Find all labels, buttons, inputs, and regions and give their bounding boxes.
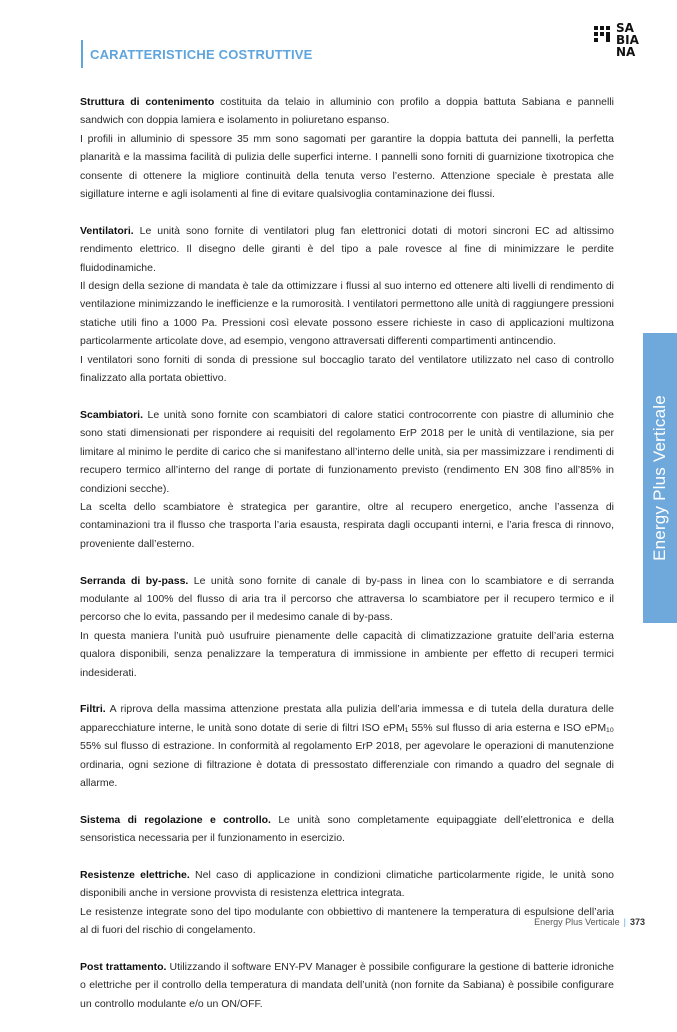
section-lead: Post trattamento.	[80, 960, 167, 973]
section-ventilatori	[80, 222, 614, 388]
side-tab	[643, 333, 677, 623]
section-struttura	[80, 93, 614, 203]
section-text: Le unità sono fornite di canale di by-pass in linea con lo scambiatore e di serranda modulante al 100% del flusso di aria tra il percorso che attraversa lo scambiatore per il recupero termico e il percorso che lo evita, passando per il medesimo canale di by-pass.	[80, 574, 614, 624]
page-footer	[400, 917, 645, 927]
logo-mark-icon	[592, 24, 614, 46]
sabiana-logo	[592, 21, 648, 60]
section-paragraph: La scelta dello scambiatore è strategica per garantire, oltre al recupero energetico, anche l’assenza di contaminazioni tra il flusso che trasporta l’aria esausta, respirata dagli occupanti interni, e l’aria fresca di rinnovo, proveniente dall’esterno.	[80, 500, 614, 550]
section-scambiatori	[80, 406, 614, 553]
section-lead: Resistenze elettriche.	[80, 868, 190, 881]
section-text: Nel caso di applicazione in condizioni climatiche particolarmente rigide, le unità sono disponibili anche in versione provvista di resistenza elettrica integrata.	[80, 868, 614, 900]
section-text: Le unità sono completamente equipaggiate dell’elettronica e della sensoristica necessaria per il funzionamento in esercizio.	[80, 813, 614, 845]
header-accent-bar	[81, 40, 83, 68]
section-paragraph	[80, 406, 614, 498]
section-text: Le unità sono fornite con scambiatori di calore statici controcorrente con piastre di alluminio che sono stati dimensionati per rispondere ai requisiti del regolamento ErP 2018 per le unità di ventilazione, sia per limitare al minimo le perdite di carico che si manifestano all’interno delle unità, sia per massimizzare i rendimenti di recupero termico all’interno del range di portate di funzionamento previsto (rendimento EN 308 fino all’85% in condizioni secche).	[80, 408, 614, 495]
section-paragraph	[80, 866, 614, 903]
section-paragraph	[80, 93, 614, 130]
section-lead: Struttura di contenimento	[80, 96, 215, 108]
section-paragraph	[80, 222, 614, 277]
page-number: 373	[629, 917, 645, 927]
section-paragraph: I profili in alluminio di spessore 35 mm sono sagomati per garantire la doppia battuta dei pannelli, la perfetta planarità e la massima facilità di pulizia delle superfici interne. I pannelli sono forniti di guarnizione tixotropica che consente di ottenere la migliore continuità della tenuta verso l’esterno. Attenzione speciale è prestata alle sigillature interne e agli isolamenti al fine di evitare qualsivoglia contaminazione dei flussi.	[80, 132, 614, 201]
section-post-trattamento	[80, 958, 614, 1013]
section-filtri	[80, 700, 614, 792]
section-paragraph	[80, 958, 614, 1013]
section-text: costituita da telaio in alluminio con profilo a doppia battuta Sabiana e pannelli sandwich con doppia lamiera e isolamento in poliuretano espanso.	[80, 96, 614, 127]
footer-label: Energy Plus Verticale	[534, 917, 620, 927]
section-lead: Serranda di by-pass.	[80, 574, 189, 587]
section-text: Le unità sono fornite di ventilatori plug fan elettronici dotati di motori sincroni EC ad altissimo rendimento elettrico. Il disegno delle giranti è del tipo a pale rovesce al fine di minimizzare le perdite fluidodinamiche.	[80, 224, 614, 274]
footer-separator: |	[623, 917, 626, 927]
section-paragraph	[80, 700, 614, 792]
section-regolazione	[80, 811, 614, 848]
section-paragraph	[80, 572, 614, 627]
section-lead: Filtri.	[80, 703, 106, 716]
section-paragraph: I ventilatori sono forniti di sonda di pressione sul boccaglio tarato del ventilatore utilizzato nel caso di controllo finalizzato alla portata obiettivo.	[80, 353, 614, 385]
section-serranda	[80, 572, 614, 682]
section-paragraph: Le resistenze integrate sono del tipo modulante con obbiettivo di mantenere la temperatura di espulsione dell’aria al di fuori del rischio di congelamento.	[80, 905, 614, 937]
side-tab-label: Energy Plus Verticale	[650, 395, 669, 561]
section-paragraph: In questa maniera l’unità può usufruire pienamente delle capacità di climatizzazione gratuite dell’aria esterna qualora disponibili, senza penalizzare la temperatura di immissione in ambiente per effetto di recuperi termici indesiderati.	[80, 629, 614, 679]
logo-text: SABIANA	[616, 21, 639, 59]
section-resistenze	[80, 866, 614, 940]
section-text: Utilizzando il software ENY-PV Manager è possibile configurare la gestione di batterie idroniche o elettriche per il controllo della temperatura di mandata dell’unità (non fornite da Sabiana) è possibile configurare un controllo modulante e/o un ON/OFF.	[80, 960, 615, 1010]
section-lead: Scambiatori.	[80, 408, 144, 421]
section-paragraph	[80, 811, 614, 848]
page-title: CARATTERISTICHE COSTRUTTIVE	[90, 47, 313, 62]
main-content	[80, 93, 614, 1032]
section-lead: Ventilatori.	[80, 224, 134, 237]
section-paragraph: Il design della sezione di mandata è tale da ottimizzare i flussi al suo interno ed ottenere alti livelli di rendimento di ventilazione minimizzando le inefficienze e la rumorosità. I ventilatori permettono alle unità di raggiungere pressioni statiche utili fino a 1000 Pa. Pressioni così elevate possono essere richieste in caso di applicazioni multizona particolarmente articolate dove, ad esempio, vengono attraversati differenti compartimenti antincendio.	[80, 280, 614, 348]
section-text: A riprova della massima attenzione prestata alla pulizia dell’aria immessa e di tutela della duratura delle apparecchiature interne, le unità sono dotate di serie di filtri ISO ePM₁ 55% sul flusso di aria esterna e ISO ePM₁₀ 55% sul flusso di estrazione. In conformità al regolamento ErP 2018, per agevolare le operazioni di manutenzione ordinaria, ogni sezione di filtrazione è dotata di pressostato differenziale con rimando a quadro del segnale di allarme.	[80, 703, 614, 789]
section-lead: Sistema di regolazione e controllo.	[80, 813, 271, 826]
